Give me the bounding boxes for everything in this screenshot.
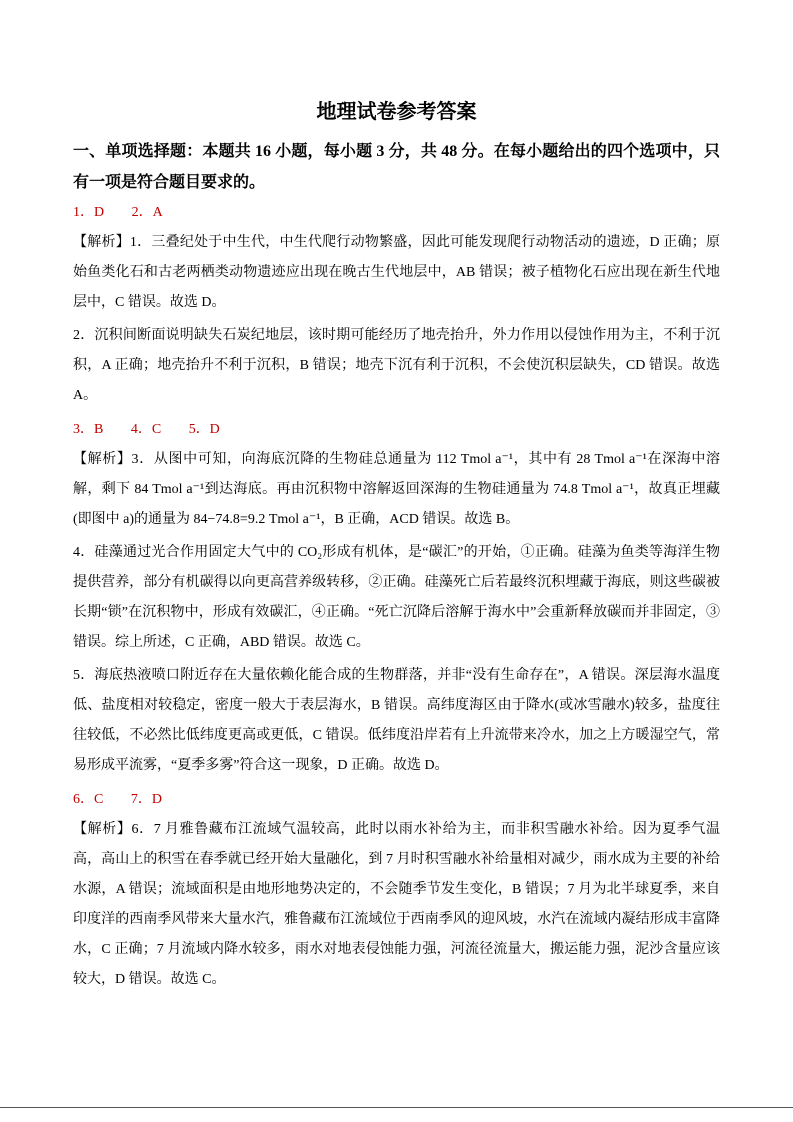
answer-line [73, 415, 720, 445]
answer-item: 5．D [188, 422, 220, 437]
explanation-paragraph: 2．沉积间断面说明缺失石炭纪地层，该时期可能经历了地壳抬升，外力作用以侵蚀作用为主，不利于沉积，A 正确；地壳抬升不利于沉积，B 错误；地壳下沉有利于沉积，不会使沉积层缺失，CD 错误。故选 A。 [73, 328, 720, 403]
explanation-paragraph: 4．硅藻通过光合作用固定大气中的 CO₂形成有机体，是“碳汇”的开始，①正确。硅藻为鱼类等海洋生物提供营养，部分有机碳得以向更高营养级转移，②正确。硅藻死亡后若最终沉积埋藏于海底，则这些碳被长期“锁”在沉积物中，形成有效碳汇，④正确。“死亡沉降后溶解于海水中”会重新释放碳而并非固定，③错误。综上所述，C 正确，ABD 错误。故选 C。 [73, 545, 720, 650]
answer-item: 7．D [130, 792, 162, 807]
explanation-paragraph: 【解析】6．7 月雅鲁藏布江流域气温较高，此时以雨水补给为主，而非积雪融水补给。因为夏季气温高，高山上的积雪在春季就已经开始大量融化，到 7 月时积雪融水补给量相对减少，雨水成为主要的补给水源，A 错误；流域面积是由地形地势决定的，不会随季节发生变化，B 错误；7 月为北半球夏季，来自印度洋的西南季风带来大量水汽，雅鲁藏布江流域位于西南季风的迎风坡，水汽在流域内凝结形成丰富降水，C 正确；7 月流域内降水较多，雨水对地表侵蚀能力强，河流径流量大，搬运能力强，泥沙含量应该较大，D 错误。故选 C。 [73, 822, 720, 987]
answer-item: 2．A [131, 205, 163, 220]
answer-line [73, 785, 720, 815]
section-heading: 一、单项选择题：本题共 16 小题，每小题 3 分，共 48 分。在每小题给出的四个选项中，只有一项是符合题目要求的。 [73, 143, 720, 191]
explanation-paragraph: 【解析】1．三叠纪处于中生代，中生代爬行动物繁盛，因此可能发现爬行动物活动的遗迹，D 正确；原始鱼类化石和古老两栖类动物遗迹应出现在晚古生代地层中，AB 错误；被子植物化石应出现在新生代地层中，C 错误。故选 D。 [73, 235, 720, 310]
explanation-paragraph: 【解析】3．从图中可知，向海底沉降的生物硅总通量为 112 Tmol a⁻¹，其中有 28 Tmol a⁻¹在深海中溶解，剩下 84 Tmol a⁻¹到达海底。再由沉积物中溶解返回深海的生物硅通量为 74.8 Tmol a⁻¹，故真正埋藏(即图中 a)的通量为 84−74.8=9.2 Tmol a⁻¹，B 正确，ACD 错误。故选 B。 [73, 452, 720, 527]
page-content [73, 97, 720, 995]
page-title: 地理试卷参考答案 [316, 101, 477, 123]
answer-item: 6．C [73, 792, 104, 807]
explanation-paragraph: 5．海底热液喷口附近存在大量依赖化能合成的生物群落，并非“没有生命存在”，A 错误。深层海水温度低、盐度相对较稳定，密度一般大于表层海水，B 错误。高纬度海区由于降水(或冰雪融水)较多，盐度往往较低，不必然比低纬度更高或更低，C 错误。低纬度沿岸若有上升流带来冷水，加之上方暖湿空气，常易形成平流雾，“夏季多雾”符合这一现象，D 正确。故选 D。 [73, 668, 720, 773]
answer-item: 1．D [73, 205, 105, 220]
answer-line [73, 198, 720, 228]
page-bottom-rule [0, 1107, 793, 1108]
answer-item: 3．B [73, 422, 104, 437]
answer-item: 4．C [130, 422, 162, 437]
